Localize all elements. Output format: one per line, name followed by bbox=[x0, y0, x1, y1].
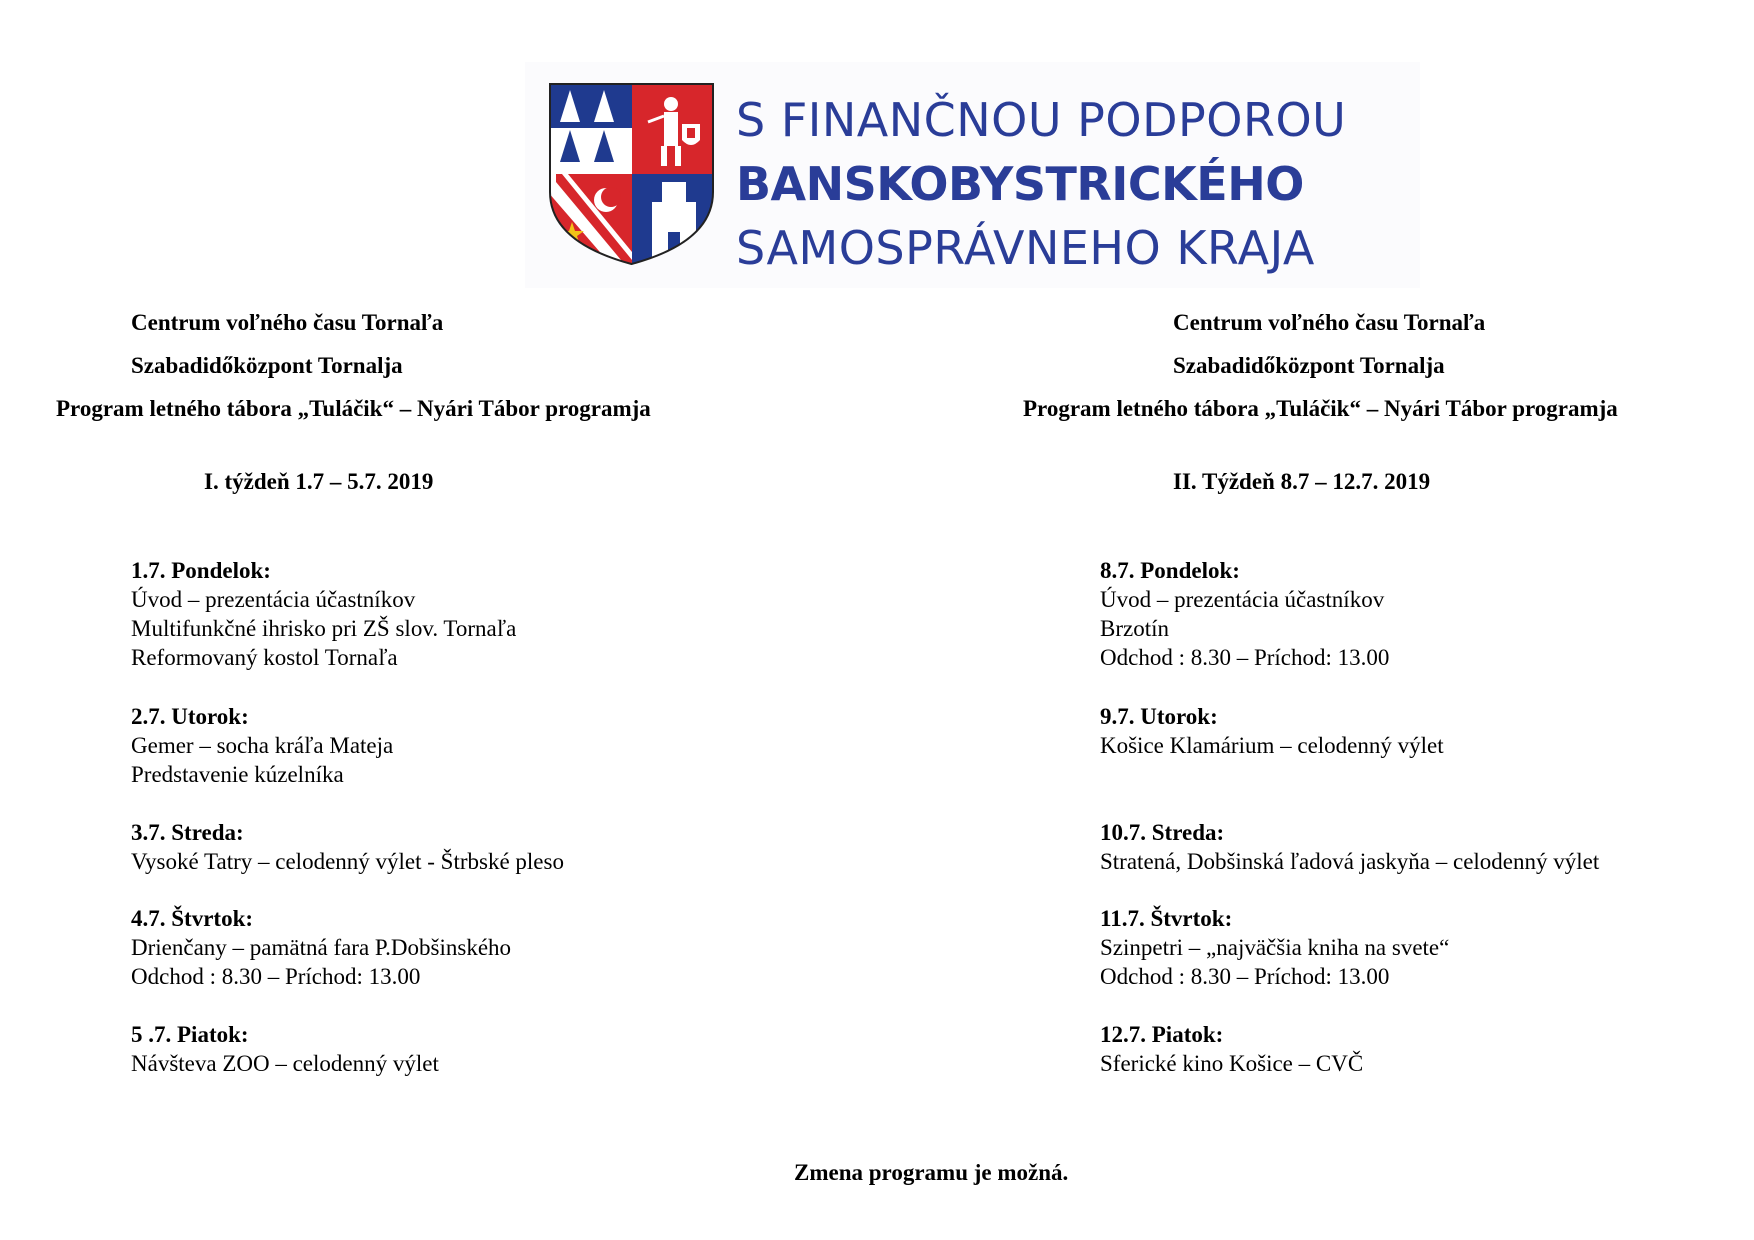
banner-text bbox=[736, 88, 1346, 280]
left-week-title: I. týždeň 1.7 – 5.7. 2019 bbox=[204, 469, 434, 494]
banner-line-3: SAMOSPRÁVNEHO KRAJA bbox=[736, 221, 1315, 275]
right-week-title: II. Týždeň 8.7 – 12.7. 2019 bbox=[1173, 469, 1431, 494]
day-line: Reformovaný kostol Tornaľa bbox=[131, 645, 398, 670]
day-title: 5 .7. Piatok: bbox=[131, 1022, 249, 1047]
day-line: Návšteva ZOO – celodenný výlet bbox=[131, 1051, 439, 1076]
left-program-title: Program letného tábora „Tuláčik“ – Nyári Tábor programja bbox=[56, 396, 651, 421]
day-line: Drienčany – pamätná fara P.Dobšinského bbox=[131, 935, 512, 960]
footer-note: Zmena programu je možná. bbox=[794, 1160, 1069, 1185]
day-line: Sferické kino Košice – CVČ bbox=[1100, 1051, 1364, 1076]
day-line: Gemer – socha kráľa Mateja bbox=[131, 733, 394, 758]
right-day-1 bbox=[1100, 556, 1389, 672]
day-line: Multifunkčné ihrisko pri ZŠ slov. Tornaľa bbox=[131, 616, 517, 641]
right-day-4 bbox=[1100, 904, 1449, 991]
left-day-5 bbox=[131, 1020, 439, 1078]
day-title: 3.7. Streda: bbox=[131, 820, 244, 845]
right-day-2 bbox=[1100, 702, 1444, 760]
day-line: Odchod : 8.30 – Príchod: 13.00 bbox=[131, 964, 421, 989]
day-line: Predstavenie kúzelníka bbox=[131, 762, 344, 787]
day-title: 1.7. Pondelok: bbox=[131, 558, 271, 583]
day-title: 4.7. Štvrtok: bbox=[131, 906, 254, 931]
right-org-sk: Centrum voľného času Tornaľa bbox=[1173, 310, 1486, 335]
left-org-sk: Centrum voľného času Tornaľa bbox=[131, 310, 444, 335]
right-day-3 bbox=[1100, 818, 1599, 876]
day-title: 2.7. Utorok: bbox=[131, 704, 249, 729]
day-title: 9.7. Utorok: bbox=[1100, 704, 1218, 729]
day-line: Vysoké Tatry – celodenný výlet - Štrbské pleso bbox=[131, 849, 564, 874]
banner-line-2: BANSKOBYSTRICKÉHO bbox=[736, 157, 1304, 211]
day-title: 12.7. Piatok: bbox=[1100, 1022, 1224, 1047]
day-title: 11.7. Štvrtok: bbox=[1100, 906, 1233, 931]
left-day-4 bbox=[131, 904, 511, 991]
day-line: Brzotín bbox=[1100, 616, 1169, 641]
right-day-5 bbox=[1100, 1020, 1363, 1078]
day-line: Odchod : 8.30 – Príchod: 13.00 bbox=[1100, 645, 1390, 670]
day-line: Úvod – prezentácia účastníkov bbox=[1100, 587, 1385, 612]
day-title: 10.7. Streda: bbox=[1100, 820, 1225, 845]
day-line: Szinpetri – „najväčšia kniha na svete“ bbox=[1100, 935, 1450, 960]
day-line: Stratená, Dobšinská ľadová jaskyňa – celodenný výlet bbox=[1100, 849, 1600, 874]
coat-of-arms-icon bbox=[548, 82, 715, 266]
left-day-3 bbox=[131, 818, 564, 876]
day-line: Odchod : 8.30 – Príchod: 13.00 bbox=[1100, 964, 1390, 989]
day-line: Úvod – prezentácia účastníkov bbox=[131, 587, 416, 612]
right-program-title: Program letného tábora „Tuláčik“ – Nyári Tábor programja bbox=[1023, 396, 1618, 421]
left-org-hu: Szabadidőközpont Tornalja bbox=[131, 353, 403, 378]
left-day-1 bbox=[131, 556, 516, 672]
day-line: Košice Klamárium – celodenný výlet bbox=[1100, 733, 1444, 758]
day-title: 8.7. Pondelok: bbox=[1100, 558, 1240, 583]
banner-line-1: S FINANČNOU PODPOROU bbox=[736, 93, 1347, 147]
right-org-hu: Szabadidőközpont Tornalja bbox=[1173, 353, 1445, 378]
left-day-2 bbox=[131, 702, 393, 789]
